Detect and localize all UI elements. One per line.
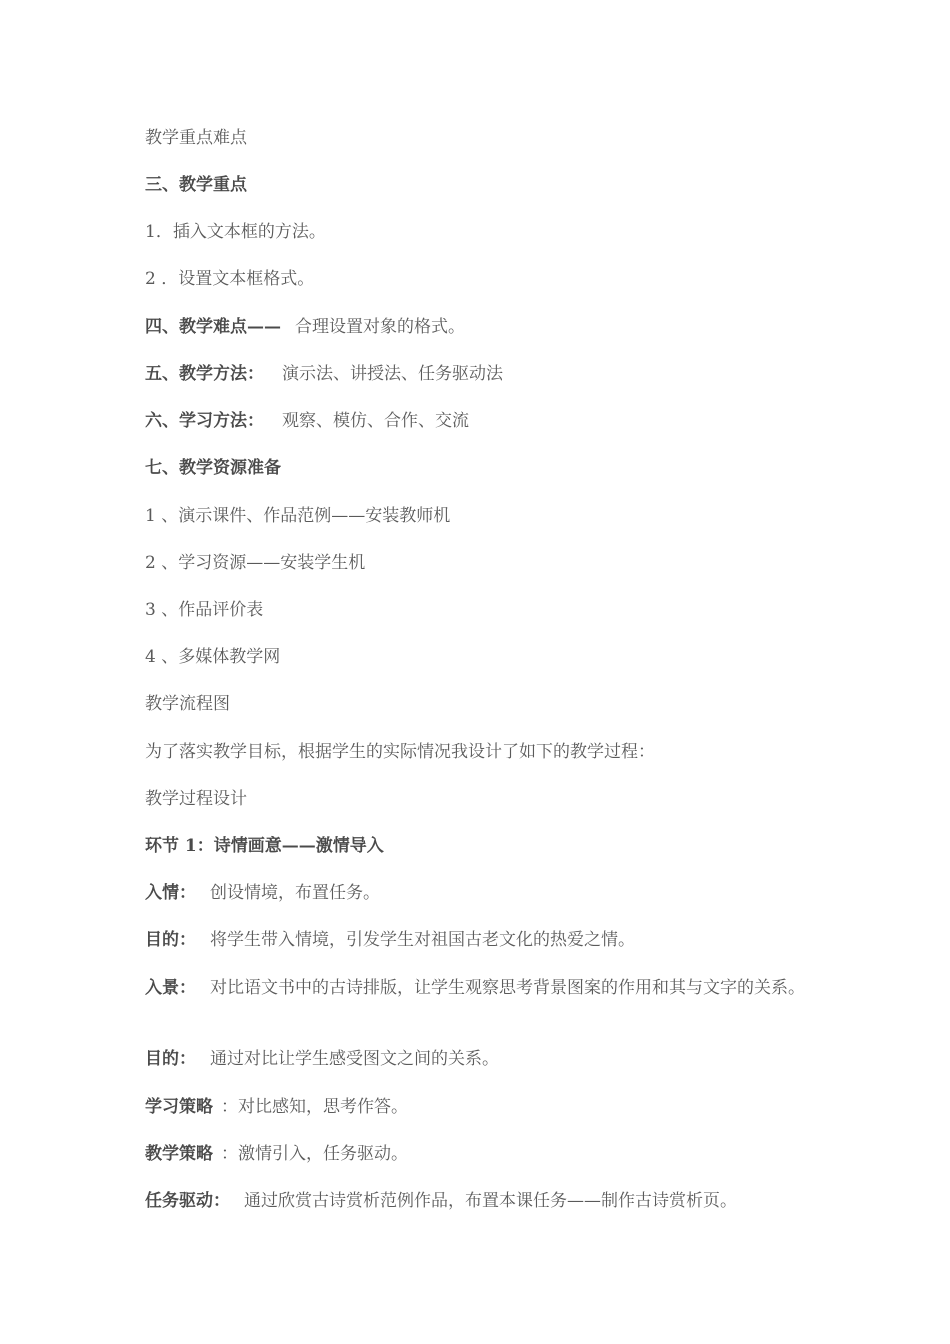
line-text: 合理设置对象的格式。 bbox=[295, 317, 465, 337]
line-bold: 入景： bbox=[145, 978, 196, 998]
line-bold: 目的： bbox=[145, 930, 196, 950]
line-text: 2 、学习资源——安装学生机 bbox=[145, 553, 366, 573]
line-text: 演示法、讲授法、任务驱动法 bbox=[282, 364, 503, 384]
line-text: 3 、作品评价表 bbox=[145, 600, 264, 620]
task-driven-line bbox=[145, 1189, 815, 1213]
line-bold: 七、教学资源准备 bbox=[145, 458, 281, 478]
purpose-line-2 bbox=[145, 1047, 815, 1071]
learning-strategy-line bbox=[145, 1095, 815, 1119]
line-text: ：激情引入，任务驱动。 bbox=[221, 1144, 408, 1164]
line-bold: 目的： bbox=[145, 1049, 196, 1069]
line-bold: 五、教学方法： bbox=[145, 364, 264, 384]
section-four-difficult-point bbox=[145, 315, 815, 339]
key-point-item-1 bbox=[145, 220, 815, 244]
heading-process-design bbox=[145, 787, 815, 811]
line-bold: 学习策略 bbox=[145, 1097, 213, 1117]
section-three-key-points bbox=[145, 173, 815, 197]
line-text: 通过对比让学生感受图文之间的关系。 bbox=[210, 1049, 499, 1069]
line-bold: 教学策略 bbox=[145, 1144, 213, 1164]
line-text: 教学重点难点 bbox=[145, 128, 247, 148]
teaching-strategy-line bbox=[145, 1142, 815, 1166]
line-bold: 三、教学重点 bbox=[145, 175, 247, 195]
resource-item-3 bbox=[145, 598, 815, 622]
intro-paragraph bbox=[145, 740, 815, 764]
key-point-item-2 bbox=[145, 267, 815, 291]
resource-item-1 bbox=[145, 504, 815, 528]
line-bold: 任务驱动： bbox=[145, 1191, 230, 1211]
purpose-line-1 bbox=[145, 928, 815, 952]
line-text: 对比语文书中的古诗排版，让学生观察思考背景图案的作用和其与文字的关系。 bbox=[210, 978, 805, 998]
line-text: 创设情境，布置任务。 bbox=[210, 883, 380, 903]
resource-item-2 bbox=[145, 551, 815, 575]
heading-flowchart bbox=[145, 692, 815, 716]
line-bold: 六、学习方法： bbox=[145, 411, 264, 431]
section-seven-resources bbox=[145, 456, 815, 480]
stage-one-heading bbox=[145, 834, 815, 858]
section-six-learning-methods bbox=[145, 409, 815, 433]
line-text: 2 ．设置文本框格式。 bbox=[145, 269, 315, 289]
line-text: 4 、多媒体教学网 bbox=[145, 647, 281, 667]
enter-scene-paragraph bbox=[145, 976, 810, 1000]
line-text: 教学流程图 bbox=[145, 694, 230, 714]
line-bold: 环节 1：诗情画意——激情导入 bbox=[145, 836, 384, 856]
line-text: 1．插入文本框的方法。 bbox=[145, 222, 326, 242]
line-text: 将学生带入情境，引发学生对祖国古老文化的热爱之情。 bbox=[210, 930, 635, 950]
section-five-teaching-methods bbox=[145, 362, 815, 386]
line-bold: 入情： bbox=[145, 883, 196, 903]
enter-emotion-line bbox=[145, 881, 815, 905]
resource-item-4 bbox=[145, 645, 815, 669]
line-text: 教学过程设计 bbox=[145, 789, 247, 809]
line-text: 为了落实教学目标，根据学生的实际情况我设计了如下的教学过程： bbox=[145, 742, 655, 762]
line-text: 通过欣赏古诗赏析范例作品，布置本课任务——制作古诗赏析页。 bbox=[244, 1191, 737, 1211]
line-text: 1 、演示课件、作品范例——安装教师机 bbox=[145, 506, 451, 526]
line-bold: 四、教学难点—— bbox=[145, 317, 281, 337]
heading-key-difficult-points bbox=[145, 126, 815, 150]
line-text: ：对比感知，思考作答。 bbox=[221, 1097, 408, 1117]
line-text: 观察、模仿、合作、交流 bbox=[282, 411, 469, 431]
